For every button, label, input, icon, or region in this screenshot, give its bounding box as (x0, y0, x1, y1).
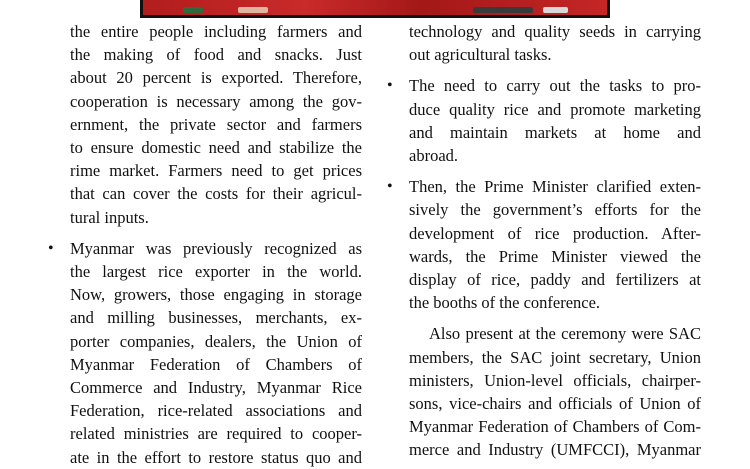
text-line: Commerce and Industry, Myanmar Rice (70, 378, 362, 398)
text-line: ernment, the private sector and farmers (70, 114, 362, 134)
paragraph-ceremony (409, 322, 701, 461)
text-line: display of rice, paddy and fertilizers at (409, 270, 701, 290)
text-line: Then, the Prime Minister clarified exten- (409, 177, 701, 197)
bullet-exporter (48, 237, 362, 469)
text-line: sively the government’s efforts for the (409, 200, 701, 220)
article-photo (140, 0, 610, 18)
bullet-icon: • (387, 178, 393, 196)
text-line: Also present at the ceremony were SAC (429, 324, 701, 344)
text-line: the booths of the conference. (409, 293, 601, 313)
text-line: the entire people including farmers and (70, 22, 362, 41)
paragraph-continued (409, 20, 701, 66)
bullet-icon: • (48, 239, 54, 257)
text-line: Myanmar Federation of Chambers of Com- (409, 417, 701, 437)
text-line: The need to carry out the tasks to pro- (409, 76, 701, 96)
text-line: rime market. Farmers need to get prices (70, 161, 362, 181)
bullet-quality-rice (387, 74, 701, 167)
photo-figure (473, 7, 533, 13)
paragraph-farmers (70, 20, 362, 229)
left-column (48, 20, 362, 469)
bullet-prime-minister (387, 175, 701, 314)
text-line: ate in the effort to restore status quo and (70, 447, 362, 467)
text-line: technology and quality seeds in carrying (409, 22, 701, 41)
text-line: duce quality rice and promote marketing (409, 99, 701, 119)
text-line: members, the SAC joint secretary, Union (409, 347, 701, 367)
photo-figure (183, 7, 203, 13)
text-line: that can cover the costs for their agricul- (70, 184, 362, 204)
text-line: to ensure domestic need and stabilize the (70, 138, 362, 158)
photo-figure (543, 7, 568, 13)
text-line: cooperation is necessary among the gov- (70, 91, 362, 111)
text-line: the largest rice exporter in the world. (70, 262, 362, 282)
photo-figure (238, 7, 268, 13)
text-line: abroad. (409, 146, 459, 166)
text-line: Federation, rice-related associations and (70, 401, 362, 421)
text-line: development of rice production. After- (409, 223, 701, 243)
text-line: Now, growers, those engaging in storage (70, 285, 362, 305)
text-line: ministers, Union-level officials, chairper- (409, 370, 701, 390)
text-line: Myanmar Federation of Chambers of (70, 354, 362, 374)
text-line: tural inputs. (70, 207, 149, 227)
text-line: porter companies, dealers, the Union of (70, 331, 362, 351)
right-column (387, 20, 701, 462)
text-line: and milling businesses, merchants, ex- (70, 308, 362, 328)
text-line: out agricultural tasks. (409, 45, 552, 65)
text-line: wards, the Prime Minister viewed the (409, 246, 701, 266)
text-line: the making of food and snacks. Just (70, 45, 362, 65)
text-line: sons, vice-chairs and officials of Union of (409, 394, 701, 414)
text-line: and maintain markets at home and (409, 122, 701, 142)
bullet-icon: • (387, 77, 393, 95)
text-line: merce and Industry (UMFCCI), Myanmar (409, 440, 701, 460)
text-line: Myanmar was previously recognized as (70, 238, 362, 258)
text-line: related ministries are required to cooper- (70, 424, 362, 444)
text-line: about 20 percent is exported. Therefore, (70, 68, 362, 88)
